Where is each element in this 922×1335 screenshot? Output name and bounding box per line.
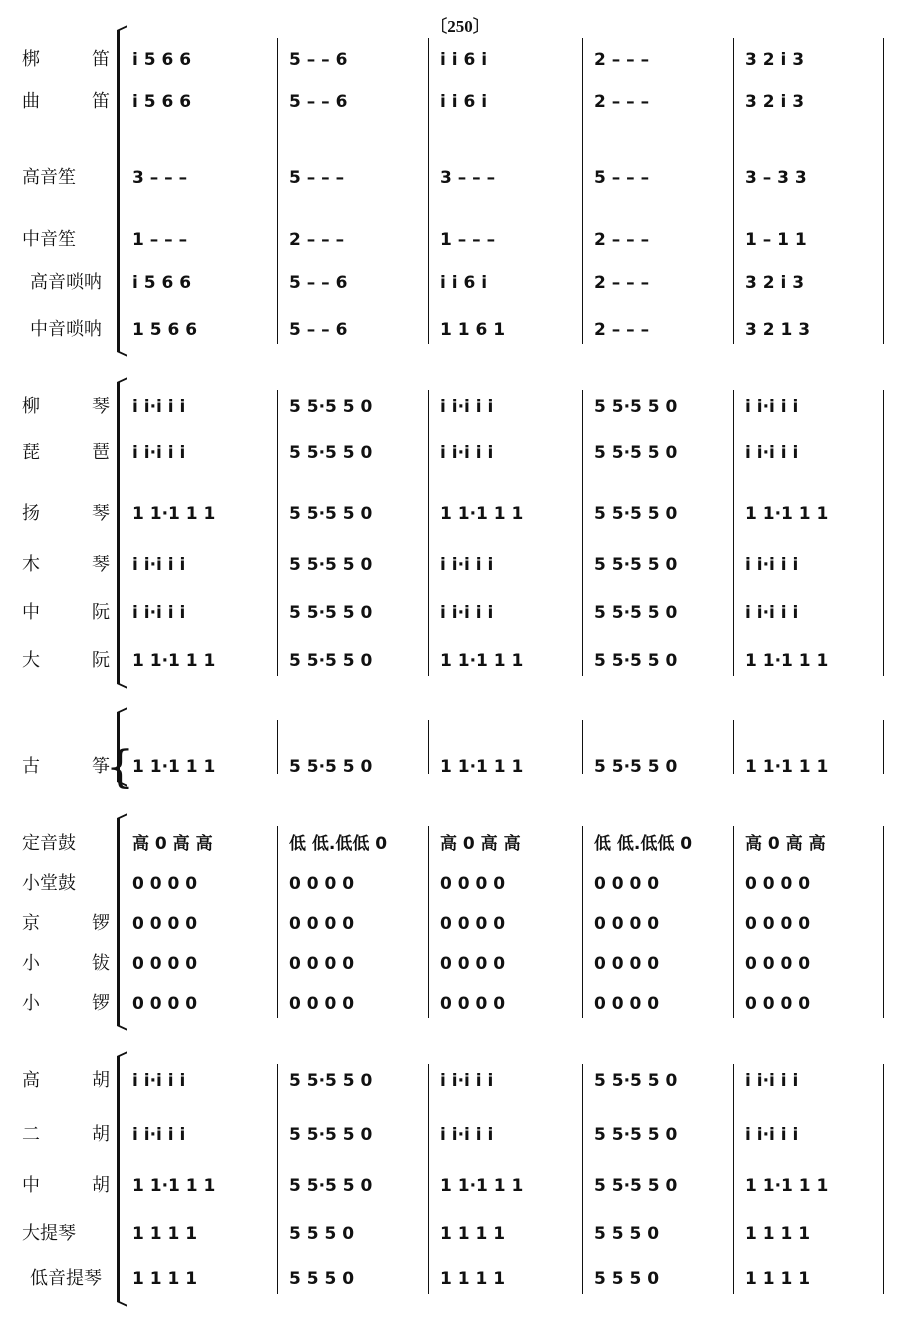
measure: 0 0 0 0 — [289, 914, 355, 934]
measure: 5 5·5 5 0 — [289, 1176, 373, 1196]
measure: 1 – – – — [440, 230, 496, 250]
measure: 1 1 1 1 — [745, 1224, 811, 1244]
measure: 5 5·5 5 0 — [289, 757, 373, 777]
measure: 3 – – – — [132, 168, 188, 188]
measure: 0 0 0 0 — [745, 914, 811, 934]
measure: 5 5·5 5 0 — [289, 1071, 373, 1091]
instrument-label: 琵 琶 — [22, 442, 110, 463]
measure: i i·i i i — [440, 397, 494, 417]
measure: 0 0 0 0 — [440, 874, 506, 894]
measure: 3 2 i 3 — [745, 50, 805, 70]
measure: 0 0 0 0 — [289, 954, 355, 974]
instrument-label: 定音鼓 — [22, 833, 76, 854]
barline — [733, 826, 734, 1018]
measure: 0 0 0 0 — [440, 994, 506, 1014]
group-bracket-top — [117, 377, 127, 384]
measure: 5 5·5 5 0 — [594, 651, 678, 671]
measure: 高 0 高 高 — [132, 834, 213, 854]
barline — [428, 826, 429, 1018]
group-bracket-winds — [117, 30, 120, 352]
measure: i i·i i i — [440, 555, 494, 575]
measure: 1 1·1 1 1 — [440, 504, 524, 524]
barline — [277, 1064, 278, 1294]
measure: 0 0 0 0 — [745, 874, 811, 894]
group-bracket-top — [117, 1051, 127, 1058]
measure: 1 1·1 1 1 — [745, 651, 829, 671]
measure: 5 5·5 5 0 — [289, 397, 373, 417]
measure: 低 低.低低 0 — [594, 834, 693, 854]
measure: 0 0 0 0 — [745, 954, 811, 974]
measure: 1 1·1 1 1 — [745, 757, 829, 777]
barline — [582, 826, 583, 1018]
instrument-label: 中 胡 — [22, 1175, 110, 1196]
measure: 1 1·1 1 1 — [745, 1176, 829, 1196]
measure: 1 1 1 1 — [745, 1269, 811, 1289]
measure: i i·i i i — [132, 555, 186, 575]
measure: 5 5·5 5 0 — [594, 1176, 678, 1196]
measure: i i·i i i — [132, 1071, 186, 1091]
measure: 5 5 5 0 — [289, 1269, 355, 1289]
instrument-label: 小堂鼓 — [22, 873, 76, 894]
group-bracket-top — [117, 707, 127, 714]
barline — [277, 38, 278, 344]
measure: 3 2 i 3 — [745, 92, 805, 112]
group-bracket-top — [117, 813, 127, 820]
measure: 高 0 高 高 — [440, 834, 521, 854]
barline — [733, 38, 734, 344]
measure: 5 5·5 5 0 — [289, 443, 373, 463]
instrument-label: 高音唢呐 — [30, 272, 102, 293]
measure: 5 5 5 0 — [594, 1269, 660, 1289]
instrument-label: 京 锣 — [22, 913, 110, 934]
instrument-label: 高音笙 — [22, 167, 76, 188]
measure: i i·i i i — [745, 397, 799, 417]
measure: i i·i i i — [745, 443, 799, 463]
measure: i i 6 i — [440, 273, 488, 293]
measure: 0 0 0 0 — [132, 954, 198, 974]
measure: 1 – 1 1 — [745, 230, 807, 250]
instrument-label: 高 胡 — [22, 1070, 110, 1091]
measure: i i·i i i — [132, 397, 186, 417]
barline — [277, 826, 278, 1018]
group-bracket-top — [117, 25, 127, 32]
measure: 1 1·1 1 1 — [440, 1176, 524, 1196]
measure: 1 1·1 1 1 — [440, 651, 524, 671]
barline — [582, 390, 583, 676]
measure: i i·i i i — [745, 1071, 799, 1091]
measure: 5 – – 6 — [289, 50, 348, 70]
rehearsal-mark: 〔250〕 — [430, 17, 490, 36]
barline — [428, 38, 429, 344]
barline — [883, 826, 884, 1018]
instrument-label: 大 阮 — [22, 650, 110, 671]
instrument-label: 中 阮 — [22, 602, 110, 623]
measure: 5 5·5 5 0 — [594, 1071, 678, 1091]
group-bracket-bowed — [117, 1056, 120, 1302]
measure: 1 1·1 1 1 — [132, 757, 216, 777]
measure: i 5 6 6 — [132, 273, 192, 293]
measure: 5 5·5 5 0 — [594, 443, 678, 463]
instrument-label: 扬 琴 — [22, 503, 110, 524]
instrument-label: 小 钹 — [22, 953, 110, 974]
measure: 1 – – – — [132, 230, 188, 250]
measure: i i·i i i — [440, 1125, 494, 1145]
barline — [582, 720, 583, 774]
barline — [883, 720, 884, 774]
measure: 2 – – – — [594, 320, 650, 340]
measure: 低 低.低低 0 — [289, 834, 388, 854]
measure: 2 – – – — [594, 273, 650, 293]
measure: 5 5·5 5 0 — [594, 504, 678, 524]
measure: 2 – – – — [594, 230, 650, 250]
measure: 1 1·1 1 1 — [745, 504, 829, 524]
measure: 0 0 0 0 — [132, 914, 198, 934]
group-bracket-bottom — [117, 350, 127, 357]
measure: 5 – – 6 — [289, 92, 348, 112]
measure: 0 0 0 0 — [440, 914, 506, 934]
measure: 0 0 0 0 — [745, 994, 811, 1014]
barline — [428, 1064, 429, 1294]
measure: 5 5·5 5 0 — [289, 504, 373, 524]
barline — [582, 1064, 583, 1294]
measure: 1 1 1 1 — [132, 1224, 198, 1244]
measure: i i·i i i — [132, 1125, 186, 1145]
measure: i i 6 i — [440, 92, 488, 112]
measure: 1 1·1 1 1 — [132, 504, 216, 524]
measure: 2 – – – — [594, 50, 650, 70]
measure: 5 5·5 5 0 — [594, 1125, 678, 1145]
measure: 0 0 0 0 — [594, 914, 660, 934]
measure: i i·i i i — [745, 603, 799, 623]
instrument-label: 小 锣 — [22, 993, 110, 1014]
measure: 5 5·5 5 0 — [289, 651, 373, 671]
measure: 0 0 0 0 — [132, 874, 198, 894]
measure: 2 – – – — [594, 92, 650, 112]
barline — [883, 1064, 884, 1294]
measure: 3 – 3 3 — [745, 168, 807, 188]
measure: 5 5 5 0 — [289, 1224, 355, 1244]
group-bracket-plucked — [117, 382, 120, 684]
instrument-label: 大提琴 — [22, 1223, 76, 1244]
measure: i i·i i i — [440, 1071, 494, 1091]
barline — [428, 390, 429, 676]
group-bracket-bottom — [117, 682, 127, 689]
measure: 1 5 6 6 — [132, 320, 198, 340]
measure: i i·i i i — [440, 443, 494, 463]
measure: 5 5·5 5 0 — [594, 603, 678, 623]
zheng-brace: { — [106, 742, 134, 793]
instrument-label: 中音唢呐 — [30, 319, 102, 340]
measure: i i 6 i — [440, 50, 488, 70]
instrument-label: 低音提琴 — [30, 1268, 102, 1289]
instrument-label: 中音笙 — [22, 229, 76, 250]
barline — [883, 390, 884, 676]
measure: 3 2 i 3 — [745, 273, 805, 293]
barline — [277, 720, 278, 774]
measure: 0 0 0 0 — [132, 994, 198, 1014]
measure: 1 1 1 1 — [440, 1269, 506, 1289]
measure: i i·i i i — [745, 1125, 799, 1145]
barline — [277, 390, 278, 676]
group-bracket-bottom — [117, 1300, 127, 1307]
measure: 5 5·5 5 0 — [289, 603, 373, 623]
measure: 1 1 1 1 — [440, 1224, 506, 1244]
instrument-label: 木 琴 — [22, 554, 110, 575]
measure: 高 0 高 高 — [745, 834, 826, 854]
measure: 5 5·5 5 0 — [289, 555, 373, 575]
measure: 0 0 0 0 — [594, 874, 660, 894]
measure: 1 1·1 1 1 — [132, 651, 216, 671]
measure: 1 1·1 1 1 — [440, 757, 524, 777]
measure: i i·i i i — [440, 603, 494, 623]
measure: i i·i i i — [745, 555, 799, 575]
group-bracket-percussion — [117, 818, 120, 1026]
instrument-label: 曲 笛 — [22, 91, 110, 112]
measure: 1 1 6 1 — [440, 320, 506, 340]
measure: i 5 6 6 — [132, 92, 192, 112]
measure: i i·i i i — [132, 443, 186, 463]
measure: 5 – – – — [594, 168, 650, 188]
group-bracket-bottom — [117, 1024, 127, 1031]
measure: 5 5·5 5 0 — [594, 555, 678, 575]
measure: 0 0 0 0 — [594, 954, 660, 974]
measure: 5 5 5 0 — [594, 1224, 660, 1244]
measure: 5 5·5 5 0 — [594, 397, 678, 417]
measure: 5 – – 6 — [289, 320, 348, 340]
instrument-label: 柳 琴 — [22, 396, 110, 417]
measure: 5 – – 6 — [289, 273, 348, 293]
measure: 5 5·5 5 0 — [289, 1125, 373, 1145]
barline — [428, 720, 429, 774]
measure: 2 – – – — [289, 230, 345, 250]
measure: 5 5·5 5 0 — [594, 757, 678, 777]
measure: 0 0 0 0 — [289, 874, 355, 894]
instrument-label: 二 胡 — [22, 1124, 110, 1145]
measure: 0 0 0 0 — [594, 994, 660, 1014]
measure: 0 0 0 0 — [440, 954, 506, 974]
measure: 1 1 1 1 — [132, 1269, 198, 1289]
measure: 3 2 1 3 — [745, 320, 811, 340]
barline — [733, 390, 734, 676]
measure: i 5 6 6 — [132, 50, 192, 70]
barline — [733, 720, 734, 774]
instrument-label: 梆 笛 — [22, 49, 110, 70]
measure: 0 0 0 0 — [289, 994, 355, 1014]
instrument-label: 古 筝 — [22, 756, 110, 777]
barline — [733, 1064, 734, 1294]
measure: 1 1·1 1 1 — [132, 1176, 216, 1196]
measure: i i·i i i — [132, 603, 186, 623]
barline — [582, 38, 583, 344]
measure: 3 – – – — [440, 168, 496, 188]
measure: 5 – – – — [289, 168, 345, 188]
barline — [883, 38, 884, 344]
